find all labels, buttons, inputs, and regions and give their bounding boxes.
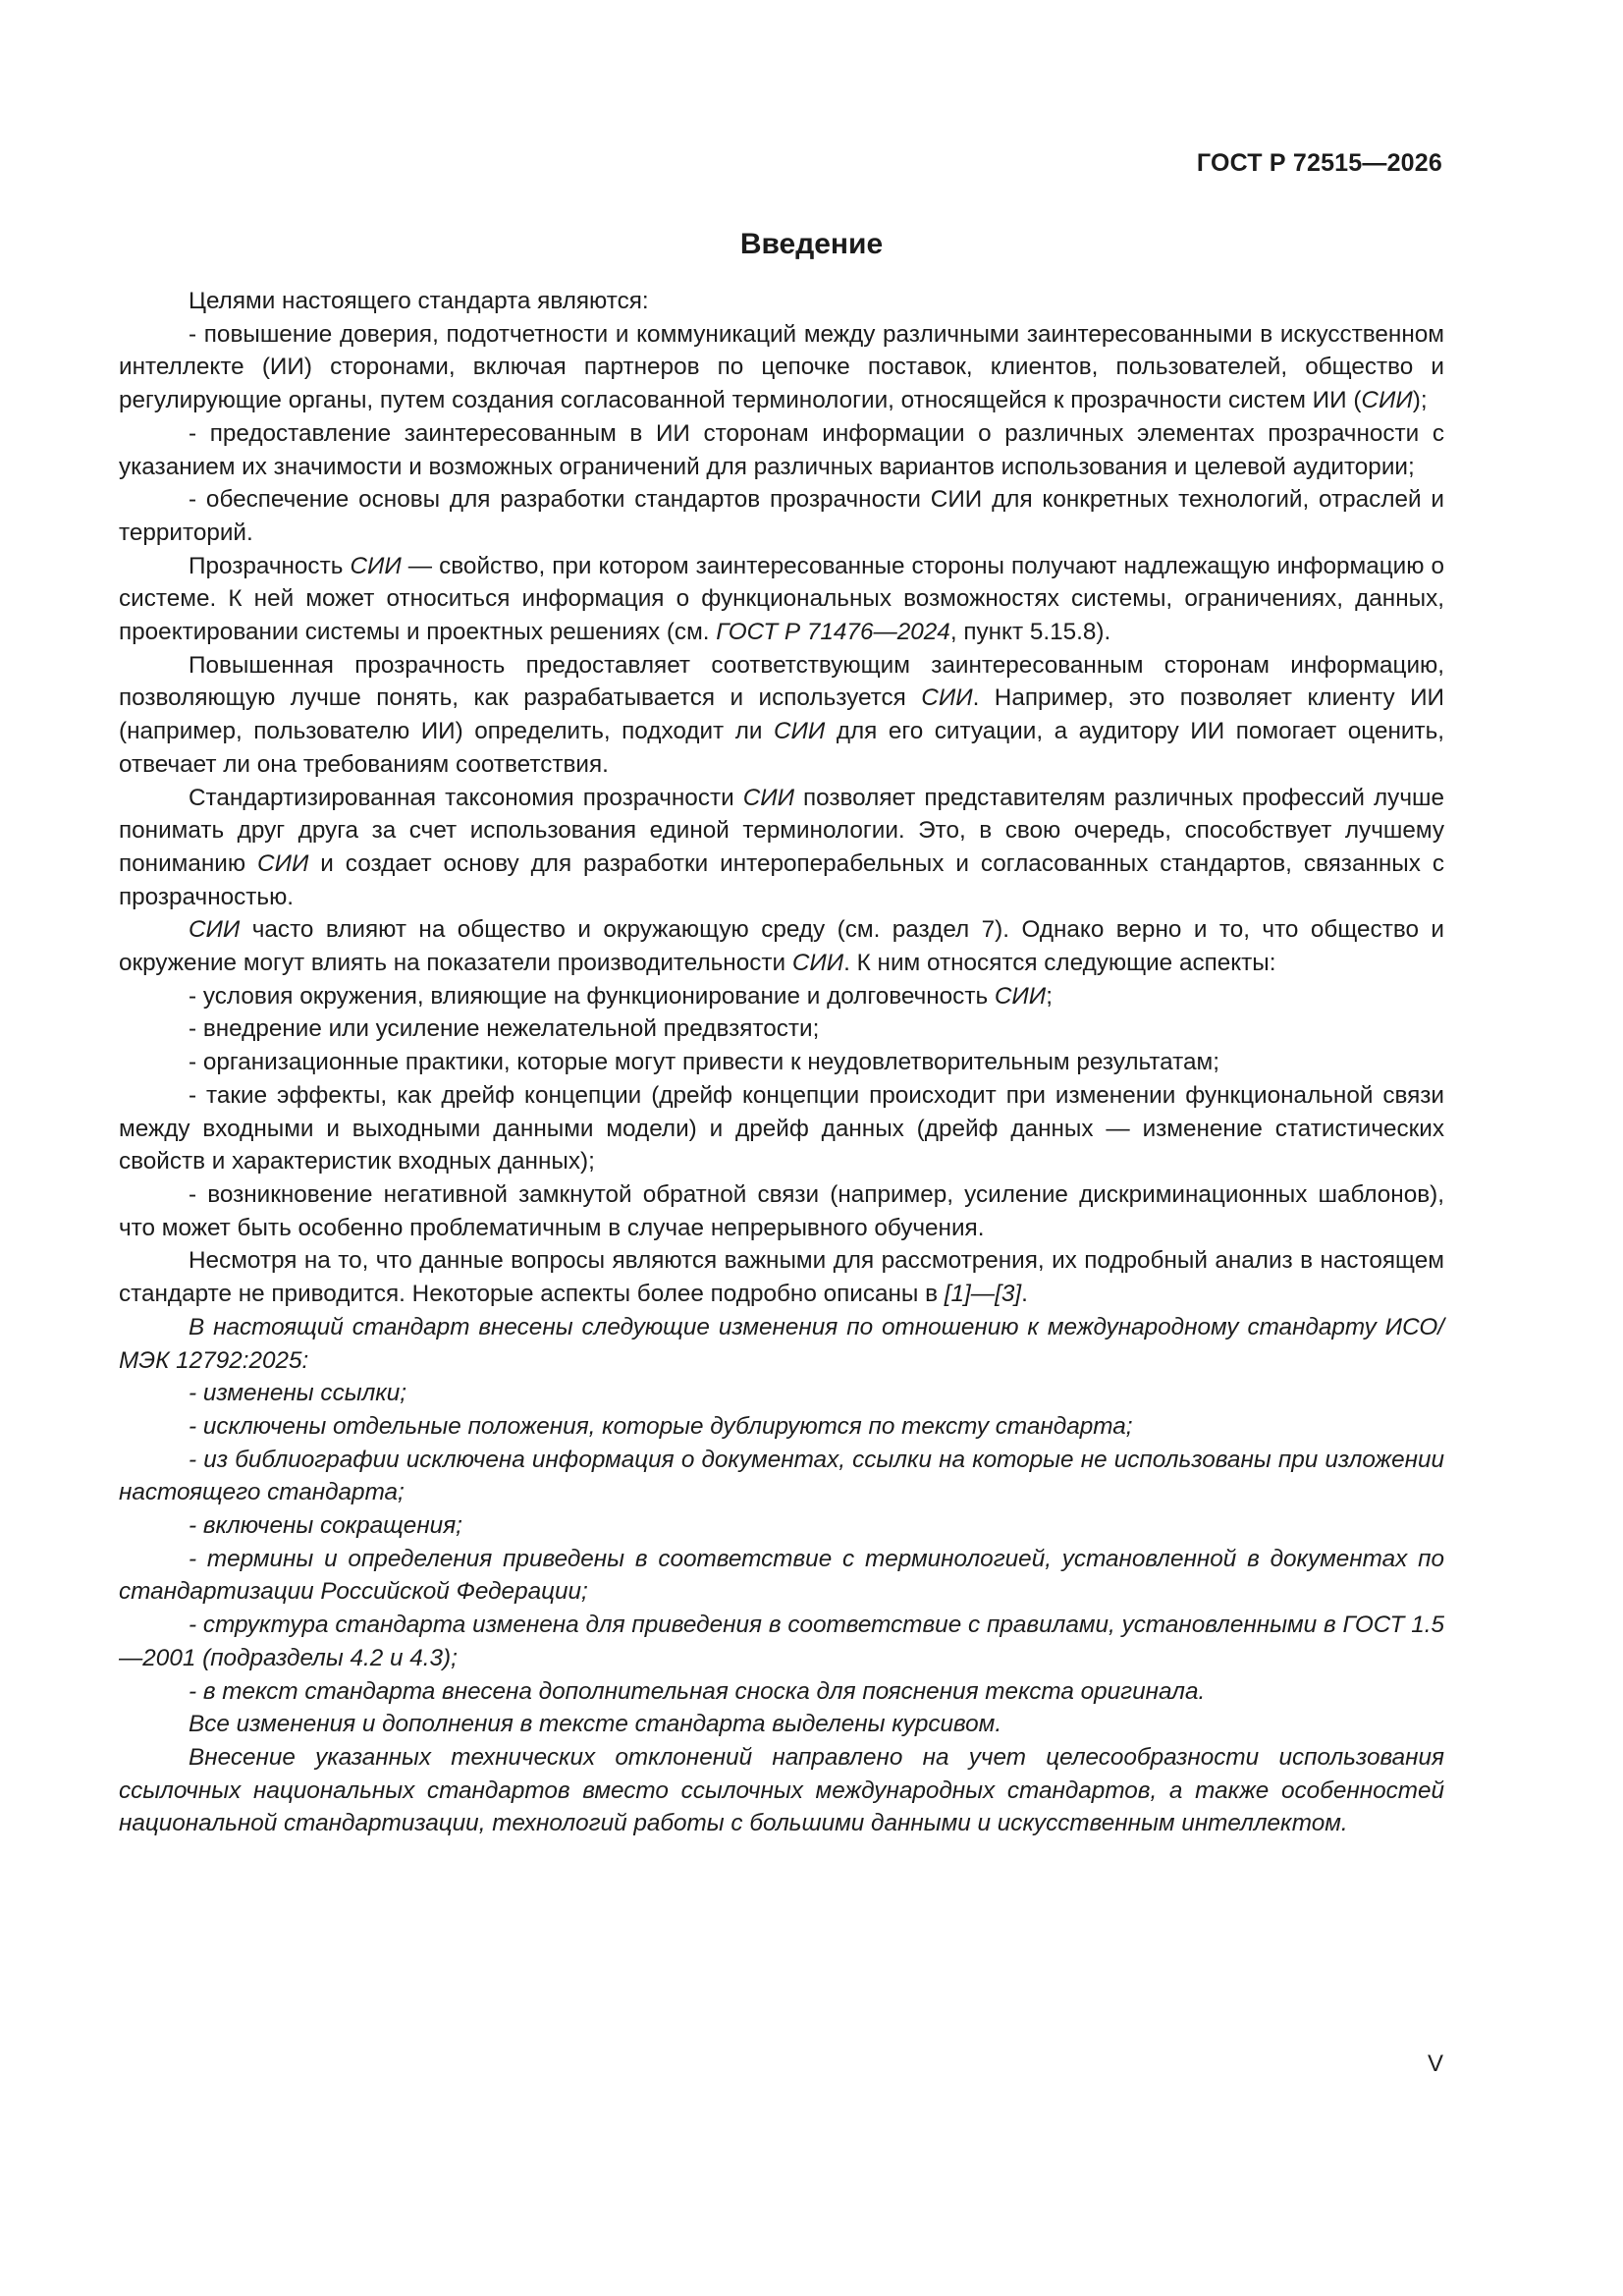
italic-text: СИИ xyxy=(773,718,826,745)
italic-text: СИИ xyxy=(257,849,309,877)
text-run: Несмотря на то, что данные вопросы являются важными для рассмотрения, их подробный анализ в настоящем стандарте не приводится. Некоторые аспекты более подробно описаны в xyxy=(119,1247,1444,1308)
paragraph xyxy=(119,1079,1444,1178)
text-run: - организационные практики, которые могут привести к неудовлетворительным результатам; xyxy=(189,1049,1219,1076)
paragraph xyxy=(119,1509,1444,1543)
italic-text: - включены сокращения; xyxy=(189,1512,462,1540)
paragraph xyxy=(119,1675,1444,1709)
text-run: Повышенная прозрачность предоставляет соответствующим заинтересованным сторонам информацию, позволяющую лучше понять, как разрабатывается и используется xyxy=(119,651,1444,712)
page-number: V xyxy=(1427,2050,1443,2077)
paragraph xyxy=(119,1377,1444,1410)
text-run: - обеспечение основы для разработки стандартов прозрачности СИИ для конкретных технологий, отраслей и территорий. xyxy=(119,486,1444,546)
italic-text: СИИ xyxy=(742,784,794,811)
paragraph xyxy=(119,1543,1444,1609)
document-code: ГОСТ Р 72515—2026 xyxy=(1196,149,1442,177)
paragraph xyxy=(119,782,1444,914)
italic-text: ГОСТ Р 71476—2024 xyxy=(716,619,950,646)
italic-text: СИИ xyxy=(994,982,1047,1010)
paragraph xyxy=(119,980,1444,1013)
paragraph xyxy=(119,1741,1444,1840)
paragraph xyxy=(119,483,1444,549)
paragraph xyxy=(119,1046,1444,1079)
italic-text: - из библиографии исключена информация о документах, ссылки на которые не использованы при изложении настоящего стандарта; xyxy=(119,1446,1444,1506)
text-run: Стандартизированная таксономия прозрачности xyxy=(189,784,743,811)
paragraph xyxy=(119,1708,1444,1741)
italic-text: Все изменения и дополнения в тексте стандарта выделены курсивом. xyxy=(189,1711,1002,1738)
text-run: - возникновение негативной замкнутой обратной связи (например, усиление дискриминационных шаблонов), что может быть особенно проблематичным в случае непрерывного обучения. xyxy=(119,1180,1444,1241)
text-run: Целями настоящего стандарта являются: xyxy=(189,288,649,314)
italic-text: - в текст стандарта внесена дополнительная сноска для пояснения текста оригинала. xyxy=(189,1677,1206,1705)
paragraph xyxy=(119,285,1444,318)
text-run: . xyxy=(1021,1281,1028,1308)
text-run: , пункт 5.15.8). xyxy=(949,619,1111,646)
italic-text: Внесение указанных технических отклонений направлено на учет целесообразности использования ссылочных национальных стандартов вместо ссылочных международных стандартов, а также особенностей национальной стандартизации, технологий работы с большими данными и искусственным интеллектом. xyxy=(119,1743,1444,1837)
paragraph xyxy=(119,913,1444,979)
text-run: — свойство, при котором заинтересованные стороны получают надлежащую информацию о системе. К ней может относиться информация о функциональных возможностях системы, ограничениях, данных, проектировании системы и проектных решениях (см. xyxy=(119,552,1445,646)
italic-text: СИИ xyxy=(1361,387,1413,414)
text-run: - такие эффекты, как дрейф концепции (дрейф концепции происходит при изменении функциональной связи между входными и выходными данными модели) и дрейф данных (дрейф данных — изменение статистических свойств и характеристик входных данных); xyxy=(119,1081,1444,1175)
italic-text: СИИ xyxy=(189,916,241,944)
paragraph xyxy=(119,1609,1444,1674)
italic-text: - термины и определения приведены в соответствие с терминологией, установленной в документах по стандартизации Российской Федерации; xyxy=(119,1545,1444,1606)
italic-text: - изменены ссылки; xyxy=(189,1380,407,1407)
text-run: для его ситуации, а аудитору ИИ помогает оценить, отвечает ли она требованиям соответствия. xyxy=(119,718,1444,778)
paragraph xyxy=(119,1178,1444,1244)
paragraph xyxy=(119,1311,1444,1377)
text-run: Прозрачность xyxy=(189,552,351,579)
page-title: Введение xyxy=(739,228,884,260)
paragraph xyxy=(119,417,1444,483)
text-run: ; xyxy=(1046,982,1053,1010)
paragraph xyxy=(119,1444,1444,1509)
text-run: - повышение доверия, подотчетности и коммуникаций между различными заинтересованными в искусственном интеллекте (ИИ) сторонами, включая партнеров по цепочке поставок, клиентов, пользователей, общество и регулирующие органы, путем создания согласованной терминологии, относящейся к прозрачности систем ИИ ( xyxy=(119,320,1444,414)
italic-text: В настоящий стандарт внесены следующие изменения по отношению к международному стандарту ИСО/МЭК 12792:2025: xyxy=(119,1313,1444,1374)
text-run: . К ним относятся следующие аспекты: xyxy=(843,950,1276,977)
paragraph xyxy=(119,649,1444,782)
text-run: . Например, это позволяет клиенту ИИ (например, пользователю ИИ) определить, подходит ли xyxy=(119,684,1444,745)
italic-text: СИИ xyxy=(791,950,844,977)
text-run: - внедрение или усиление нежелательной предвзятости; xyxy=(189,1015,820,1043)
text-run: - условия окружения, влияющие на функционирование и долговечность xyxy=(189,982,995,1010)
text-run: и создает основу для разработки интероперабельных и согласованных стандартов, связанных с прозрачностью. xyxy=(119,849,1444,910)
italic-text: [1]—[3] xyxy=(944,1281,1022,1308)
paragraph xyxy=(119,318,1444,417)
text-run: - предоставление заинтересованным в ИИ сторонам информации о различных элементах прозрачности с указанием их значимости и возможных ограничений для различных вариантов использования и целевой аудитории; xyxy=(119,419,1444,480)
italic-text: СИИ xyxy=(921,684,973,712)
italic-text: СИИ xyxy=(350,552,402,579)
text-run: позволяет представителям различных профессий лучше понимать друг друга за счет использования единой терминологии. Это, в свою очередь, способствует лучшему пониманию xyxy=(119,784,1444,877)
document-body xyxy=(119,285,1444,1840)
paragraph xyxy=(119,550,1444,649)
text-run: ); xyxy=(1412,387,1428,414)
paragraph xyxy=(119,1012,1444,1046)
paragraph xyxy=(119,1410,1444,1444)
italic-text: - исключены отдельные положения, которые дублируются по тексту стандарта; xyxy=(189,1412,1133,1440)
text-run: часто влияют на общество и окружающую среду (см. раздел 7). Однако верно и то, что общество и окружение могут влиять на показатели производительности xyxy=(119,916,1444,977)
paragraph xyxy=(119,1244,1444,1310)
italic-text: - структура стандарта изменена для приведения в соответствие с правилами, установленными в ГОСТ 1.5—2001 (подразделы 4.2 и 4.3); xyxy=(119,1612,1444,1671)
